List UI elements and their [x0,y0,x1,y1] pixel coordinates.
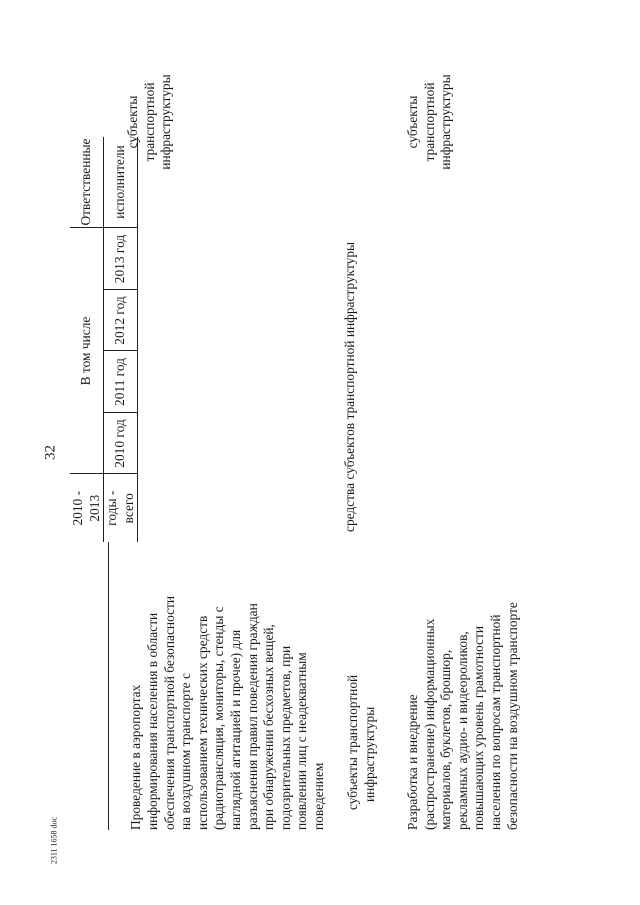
page-number: 32 [42,445,59,460]
row2-line: (распространение) информационных [421,618,437,830]
row1-line: поведением [310,762,326,830]
header-in-total: В том числе [70,228,104,474]
row1-line: на воздушном транспорте с [178,673,194,830]
row1-funding [345,675,378,810]
row1-responsible [125,62,175,182]
row1-title: Проведение в аэропортах [128,684,143,830]
row1-funding-source: средства субъектов транспортной инфраструктуры [342,241,357,532]
row2-responsible-line: транспортной [421,82,437,162]
header-year-2013: 2013 год [104,228,138,290]
header-responsible-line1: Ответственные [70,137,104,228]
row1-line: наглядной агитацией и прочее) для [227,629,243,830]
row1-funding-line2: инфраструктуры [361,706,377,802]
row1-line: использованием технических средств [194,615,210,830]
row1-line: обеспечения транспортной безопасности [161,595,177,830]
row1-funding-line1: субъекты транспортной [345,674,360,810]
row2-description [405,602,521,830]
row1-responsible-line: транспортной [141,82,157,162]
row1-line: разъяснения правил поведения граждан [244,603,260,830]
row2-line: Разработка и внедрение [405,694,420,830]
row2-line: безопасности на воздушном транспорте [504,602,520,830]
row2-responsible [405,62,455,182]
row1-responsible-line: субъекты [125,95,140,149]
row1-line: информирования населения в области [145,612,160,830]
rotated-page-content [70,30,620,830]
row2-line: рекламных аудио- и видеороликов, [454,631,470,830]
row2-line: повышающих уровень грамотности [471,626,487,830]
row1-line: появлении лиц с неадекватным [294,652,310,830]
row2-line: населения по вопросам транспортной [487,614,503,830]
row2-responsible-line: субъекты [405,95,420,149]
header-responsible-line2: исполнители [104,137,138,228]
header-total-line1: 2010 - 2013 [70,474,104,542]
header-year-2010: 2010 год [104,413,138,474]
header-year-2011: 2011 год [104,351,138,413]
row1-responsible-line: инфраструктуры [158,74,174,170]
row2-line: материалов, буклетов, брошюр, [438,649,454,830]
row1-line: подозрительных предметов, при [277,645,293,830]
row1-line: (радиотрансляция, мониторы, стенды с [211,606,227,830]
row2-responsible-line: инфраструктуры [438,74,454,170]
header-total-line2: годы - всего [104,474,138,542]
row1-description [145,596,328,830]
row1-line: при обнаружении бесхозных вещей, [261,624,277,830]
header-year-2012: 2012 год [104,290,138,351]
header-table [70,137,138,542]
document-code: 2311 1658 doc [49,816,59,865]
header-left-line [108,542,109,830]
